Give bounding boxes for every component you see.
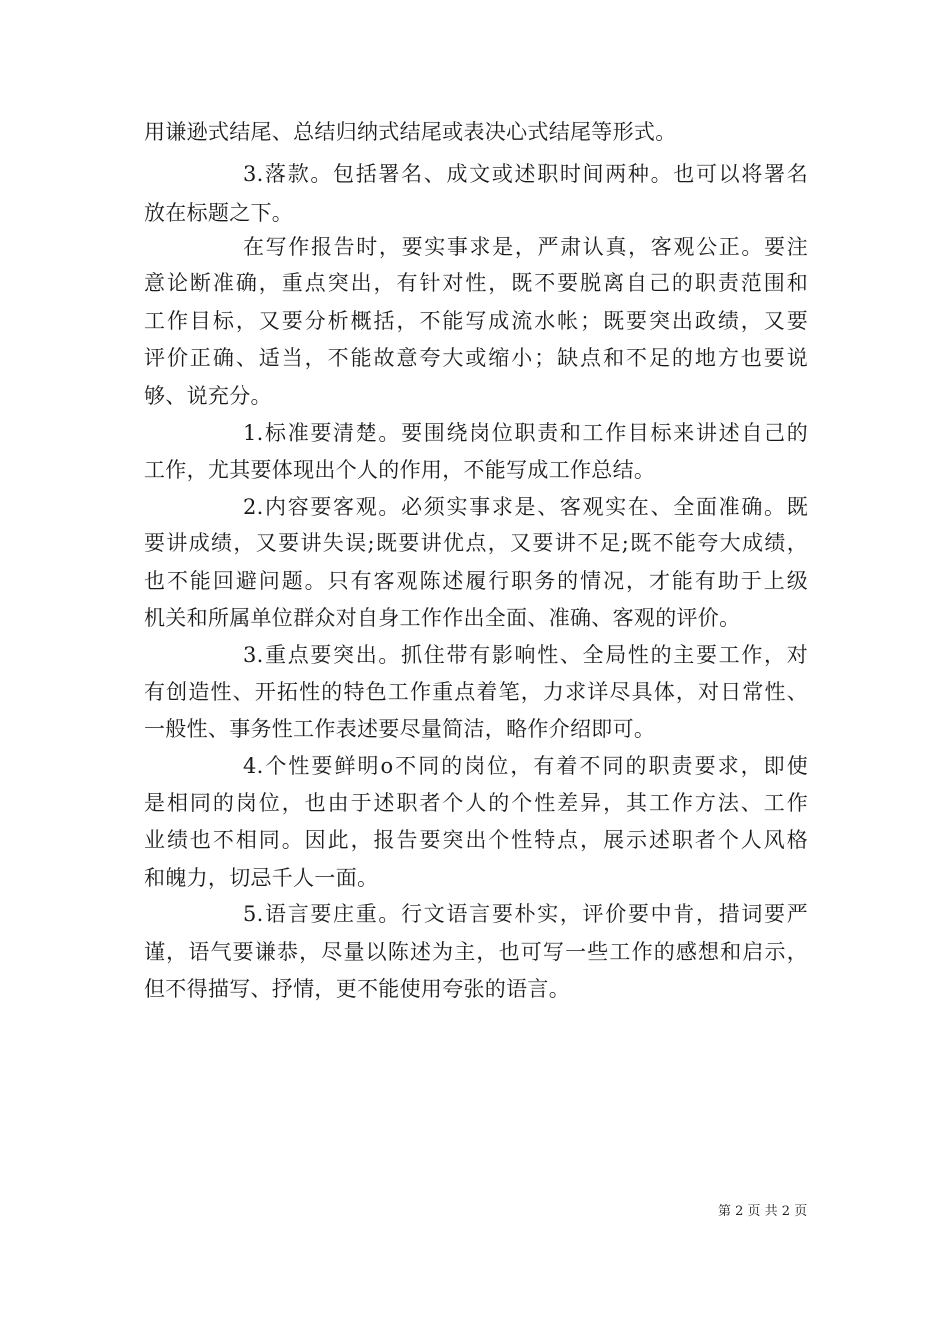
text-line: 评价正确、适当，不能故意夸大或缩小；缺点和不足的地方也要说 [144,346,808,370]
text-line: 放在标题之下。 [144,201,294,225]
text-line: 一般性、事务性工作表述要尽量简洁，略作介绍即可。 [144,717,656,741]
text-line: 够、说充分。 [144,384,272,408]
text-line: 也不能回避问题。只有客观陈述履行职务的情况，才能有助于上级 [144,569,808,593]
text-line: 工作，尤其要体现出个人的作用，不能写成工作总结。 [144,458,656,482]
text-line: 3.重点要突出。抓住带有影响性、全局性的主要工作，对 [243,643,808,667]
text-line: 在写作报告时，要实事求是，严肃认真，客观公正。要注 [243,235,808,259]
text-line: 工作目标，又要分析概括，不能写成流水帐；既要突出政绩，又要 [144,309,808,333]
text-line: 用谦逊式结尾、总结归纳式结尾或表决心式结尾等形式。 [144,120,677,144]
text-line: 意论断准确，重点突出，有针对性，既不要脱离自己的职责范围和 [144,271,808,295]
text-line: 是相同的岗位，也由于述职者个人的个性差异，其工作方法、工作 [144,791,808,815]
text-line: 4.个性要鲜明o不同的岗位，有着不同的职责要求，即使 [243,754,808,778]
text-line: 和魄力，切忌千人一面。 [144,866,379,890]
text-line: 业绩也不相同。因此，报告要突出个性特点，展示述职者个人风格 [144,828,808,852]
text-line: 机关和所属单位群众对自身工作作出全面、准确、客观的评价。 [144,606,741,630]
text-line: 但不得描写、抒情，更不能使用夸张的语言。 [144,977,570,1001]
page-number: 第 2 页 共 2 页 [718,1204,808,1219]
text-line: 1.标准要清楚。要围绕岗位职责和工作目标来讲述自己的 [243,421,808,445]
text-line: 5.语言要庄重。行文语言要朴实，评价要中肯，措词要严 [243,902,808,926]
text-line: 3.落款。包括署名、成文或述职时间两种。也可以将署名 [243,162,808,186]
text-line: 2.内容要客观。必须实事求是、客观实在、全面准确。既 [243,495,808,519]
text-line: 有创造性、开拓性的特色工作重点着笔，力求详尽具体，对日常性、 [144,680,808,704]
text-line: 谨，语气要谦恭，尽量以陈述为主，也可写一些工作的感想和启示， [144,940,808,964]
text-line: 要讲成绩，又要讲失误;既要讲优点，又要讲不足;既不能夸大成绩， [144,531,808,555]
